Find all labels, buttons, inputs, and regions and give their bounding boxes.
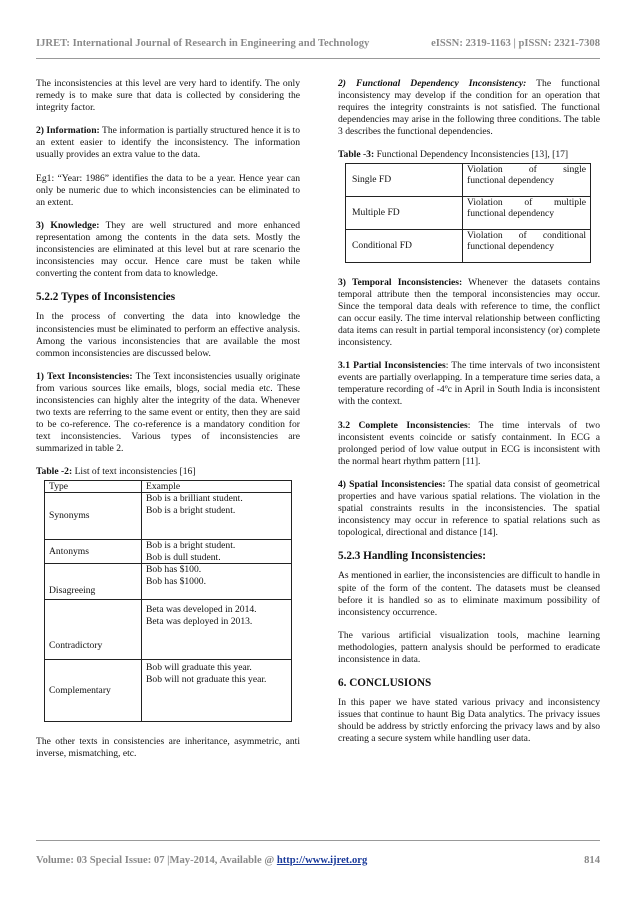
paragraph: Eg1: “Year: 1986” identifies the data to be a year. Hence year can only be numeric due to which inconsistencies can be eliminated to an extent. bbox=[36, 172, 300, 208]
paragraph: The inconsistencies at this level are very hard to identify. The only remedy is to make sure that data is collected by considering the integrity factor. bbox=[36, 78, 300, 114]
table-header-cell: Type bbox=[45, 480, 142, 493]
paragraph: 2) Information: The information is partially structured hence it is to an extent easier to identify the inconsistency. The information usually provides an extra value to the data. bbox=[36, 125, 300, 161]
table-row bbox=[45, 493, 292, 540]
type-cell: Complementary bbox=[45, 660, 142, 722]
paragraph: 3.1 Partial Inconsistencies: The time intervals of two inconsistent events are partially overlapping. In a temperature time series data, a temperature recording of -4ºc in April in South India is inconsistent with the context. bbox=[338, 360, 600, 408]
running-header bbox=[36, 38, 600, 49]
fd-type-cell: Multiple FD bbox=[346, 196, 463, 229]
example-cell: Bob will graduate this year. Bob will not graduate this year. bbox=[142, 660, 292, 722]
table-row bbox=[45, 600, 292, 660]
page-number: 814 bbox=[584, 855, 600, 866]
running-footer bbox=[36, 855, 600, 866]
paragraph: The other texts in consistencies are inheritance, asymmetric, anti inverse, mismatching, etc. bbox=[36, 736, 300, 760]
journal-title: IJRET: International Journal of Research in Engineering and Technology bbox=[36, 38, 370, 49]
example-cell: Bob is a bright student. Bob is dull student. bbox=[142, 540, 292, 564]
paragraph: As mentioned in earlier, the inconsistencies are difficult to handle in spite of the form of the content. The datasets must be cleansed before it is handled so as to eliminate maximum possibility of inconsistency occurrence. bbox=[338, 570, 600, 618]
type-cell: Contradictory bbox=[45, 600, 142, 660]
footer-volume: Volume: 03 Special Issue: 07 |May-2014, Available @ http://www.ijret.org bbox=[36, 855, 368, 866]
left-column bbox=[36, 78, 300, 771]
issn: eISSN: 2319-1163 | pISSN: 2321-7308 bbox=[431, 38, 600, 49]
table-row bbox=[346, 229, 591, 262]
header-rule bbox=[36, 58, 600, 59]
fd-type-cell: Conditional FD bbox=[346, 229, 463, 262]
example-cell: Bob has $100. Bob has $1000. bbox=[142, 564, 292, 600]
paragraph: In this paper we have stated various privacy and inconsistency issues that continue to haunt Big Data analytics. The privacy issues should be address by strictly enforcing the privacy laws and by also creating a secure system while handling user data. bbox=[338, 697, 600, 745]
table-row bbox=[346, 163, 591, 196]
type-cell: Antonyms bbox=[45, 540, 142, 564]
fd-type-cell: Single FD bbox=[346, 163, 463, 196]
table-header-cell: Example bbox=[142, 480, 292, 493]
example-cell: Bob is a brilliant student. Bob is a bright student. bbox=[142, 493, 292, 540]
table-caption: Table -3: Functional Dependency Inconsistencies [13], [17] bbox=[338, 149, 569, 161]
type-cell: Synonyms bbox=[45, 493, 142, 540]
paragraph: 3.2 Complete Inconsistencies: The time intervals of two inconsistent events coincide or satisfy containment. In ECG a prolonged period of low value output in ECG is inconsistent with the normal heart rhythm pattern [11]. bbox=[338, 419, 601, 467]
paragraph: 4) Spatial Inconsistencies: The spatial data consist of geometrical properties and have various spatial relations. The violation in the spatial constraints results in the inconsistencies. The spatial inconsistency may occur in reference to spatial relations such as topological, directional and distance [14]. bbox=[338, 478, 600, 539]
type-cell: Disagreeing bbox=[45, 564, 142, 600]
text-inconsistency-table bbox=[44, 480, 292, 723]
example-cell: Beta was developed in 2014. Beta was deployed in 2013. bbox=[142, 600, 292, 660]
paragraph: 1) Text Inconsistencies: The Text inconsistencies usually originate from various sources like emails, blogs, social media etc. These inconsistencies can highly alter the integrity of the data. Whenever two texts are referring to the same event or entity, then they are said to be co-reference. The co-reference is a mandatory condition for text inconsistencies. Various types of inconsistencies are summarized in table 2. bbox=[36, 370, 301, 455]
description-cell: Violation of multiple functional dependency bbox=[463, 196, 591, 229]
table-row bbox=[45, 660, 292, 722]
section-heading: 5.2.2 Types of Inconsistencies bbox=[36, 291, 176, 304]
table-row bbox=[45, 564, 292, 600]
table-row bbox=[45, 540, 292, 564]
paragraph: In the process of converting the data into knowledge the inconsistencies must be eliminated to perform an effective analysis. Among the various inconsistencies that are available the most common inconsistencies are discussed below. bbox=[36, 311, 300, 359]
paragraph: 3) Knowledge: They are well structured and more enhanced representation among the contents in the data sets. Mostly the inconsistencies are eliminated at this level but at rare scenario the inconsistencies may occur. Hence care must be taken while converting the content from data to knowledge. bbox=[36, 219, 300, 280]
description-cell: Violation of single functional dependency bbox=[463, 163, 591, 196]
table-row bbox=[346, 196, 591, 229]
paragraph: 2) Functional Dependency Inconsistency: The functional inconsistency may develop if the condition for an operation that requires the integrity constraints is not satisfied. The functional dependencies may arise in the following three conditions. The table 3 describes the functional dependencies. bbox=[338, 78, 600, 138]
right-column bbox=[338, 78, 600, 757]
table-header-row bbox=[45, 480, 292, 493]
journal-link[interactable]: http://www.ijret.org bbox=[276, 855, 368, 866]
table-caption: Table -2: List of text inconsistencies [16] bbox=[36, 466, 196, 478]
section-heading: 6. CONCLUSIONS bbox=[338, 677, 432, 690]
description-cell: Violation of conditional functional dependency bbox=[463, 229, 591, 262]
section-heading: 5.2.3 Handling Inconsistencies: bbox=[338, 550, 486, 563]
functional-dependency-table bbox=[345, 163, 591, 263]
footer-rule bbox=[36, 840, 600, 841]
paragraph: The various artificial visualization tools, machine learning methodologies, pattern analysis should be performed to eradicate inconsistence in data. bbox=[338, 629, 600, 665]
paragraph: 3) Temporal Inconsistencies: Whenever the datasets contains temporal attribute then the temporal inconsistencies may occur. Since the temporal data deals with reference to time, the conflict can occur easily. The time interval relationship between conflicting data items can result in partial temporal inconsistency (or) complete inconsistency. bbox=[338, 276, 600, 349]
